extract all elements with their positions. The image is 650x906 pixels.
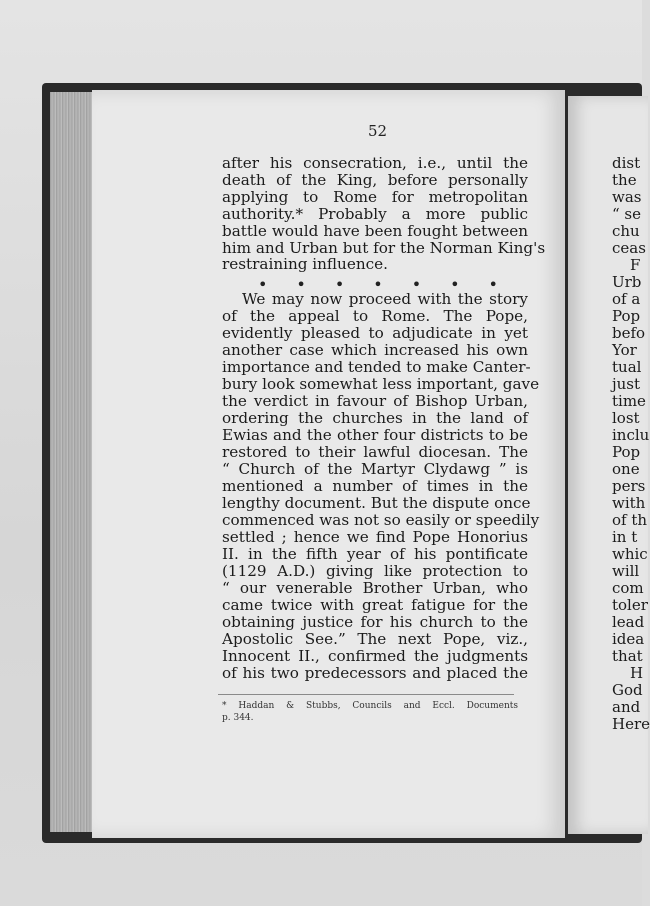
text-line: “ Church of the Martyr Clydawg ” is bbox=[222, 460, 528, 478]
text-line: obtaining justice for his church to the bbox=[222, 613, 528, 631]
right-text-fragment: will bbox=[612, 562, 640, 580]
text-line: bury look somewhat less important, gave bbox=[222, 375, 540, 393]
right-text-fragment: befo bbox=[612, 324, 646, 342]
text-line: Apostolic See.” The next Pope, viz., bbox=[222, 630, 528, 648]
right-text-fragment: H bbox=[630, 664, 644, 682]
right-text-fragment: idea bbox=[612, 630, 645, 648]
right-text-fragment: ceas bbox=[612, 239, 646, 257]
right-text-fragment: that bbox=[612, 647, 643, 665]
text-line: restraining influence. bbox=[222, 255, 388, 273]
separator-dot: • bbox=[411, 275, 422, 294]
text-line: applying to Rome for metropolitan bbox=[222, 188, 528, 206]
text-line: authority.* Probably a more public bbox=[222, 205, 528, 223]
separator-dot: • bbox=[450, 275, 460, 294]
page-edges bbox=[50, 92, 98, 832]
text-line: mentioned a number of times in the bbox=[222, 477, 528, 495]
text-line: settled ; hence we find Pope Honorius bbox=[222, 528, 528, 546]
text-line: of his two predecessors and placed the bbox=[222, 664, 528, 682]
separator-dot: • bbox=[488, 275, 498, 294]
right-text-fragment: F bbox=[630, 256, 641, 274]
separator-dot: • bbox=[296, 275, 306, 294]
right-text-fragment: whic bbox=[612, 545, 648, 563]
footnote-line: * Haddan & Stubbs, Councils and Eccl. Documents bbox=[222, 701, 518, 711]
right-text-fragment: lead bbox=[612, 613, 645, 631]
right-text-fragment: chu bbox=[612, 222, 640, 240]
text-line: II. in the fifth year of his pontificate bbox=[222, 545, 528, 563]
right-text-fragment: with bbox=[612, 494, 646, 512]
right-text-fragment: Urb bbox=[612, 273, 642, 291]
text-line: battle would have been fought between bbox=[222, 222, 528, 240]
text-line: Innocent II., confirmed the judgments bbox=[222, 647, 528, 665]
right-text-fragment: of a bbox=[612, 290, 641, 308]
right-text-fragment: toler bbox=[612, 596, 648, 614]
text-line: death of the King, before personally bbox=[222, 171, 528, 189]
page-number: 52 bbox=[368, 122, 388, 140]
text-line: (1129 A.D.) giving like protection to bbox=[222, 562, 528, 580]
right-text-fragment: lost bbox=[612, 409, 640, 427]
right-text-fragment: and bbox=[612, 698, 641, 716]
footnote-line: p. 344. bbox=[222, 713, 254, 723]
right-text-fragment: tual bbox=[612, 358, 642, 376]
right-text-fragment: of th bbox=[612, 511, 648, 529]
right-text-fragment: com bbox=[612, 579, 644, 597]
right-text-fragment: inclu bbox=[612, 426, 650, 444]
text-line: him and Urban but for the Norman King's bbox=[222, 239, 546, 257]
text-line: another case which increased his own bbox=[222, 341, 528, 359]
right-text-fragment: Yor bbox=[612, 341, 637, 359]
separator-dot: • bbox=[258, 275, 268, 294]
text-line: lengthy document. But the dispute once bbox=[222, 494, 531, 512]
footnote-rule bbox=[218, 694, 514, 695]
text-line: Ewias and the other four districts to be bbox=[222, 426, 528, 444]
right-text-fragment: pers bbox=[612, 477, 646, 495]
right-text-fragment: the bbox=[612, 171, 637, 189]
text-line: of the appeal to Rome. The Pope, bbox=[222, 307, 528, 325]
text-line: the verdict in favour of Bishop Urban, bbox=[222, 392, 528, 410]
right-text-fragment: “ se bbox=[612, 205, 642, 223]
right-text-fragment: was bbox=[612, 188, 642, 206]
right-text-fragment: time bbox=[612, 392, 646, 410]
text-line: restored to their lawful diocesan. The bbox=[222, 443, 528, 461]
text-line: commenced was not so easily or speedily bbox=[222, 511, 540, 529]
separator-dot: • bbox=[373, 275, 383, 294]
separator-dot: • bbox=[334, 275, 345, 294]
text-line: evidently pleased to adjudicate in yet bbox=[222, 324, 528, 342]
right-text-fragment: God bbox=[612, 681, 643, 699]
right-text-fragment: Pop bbox=[612, 307, 641, 325]
right-text-fragment: dist bbox=[612, 154, 641, 172]
right-text-fragment: just bbox=[612, 375, 641, 393]
right-text-fragment: one bbox=[612, 460, 640, 478]
right-text-fragment: Pop bbox=[612, 443, 641, 461]
text-line: “ our venerable Brother Urban, who bbox=[222, 579, 528, 597]
right-text-fragment: Here bbox=[612, 715, 650, 733]
right-text-fragment: in t bbox=[612, 528, 638, 546]
text-line: after his consecration, i.e., until the bbox=[222, 154, 528, 172]
text-line: ordering the churches in the land of bbox=[222, 409, 528, 427]
text-line: importance and tended to make Canter- bbox=[222, 358, 531, 376]
text-line: We may now proceed with the story bbox=[242, 290, 528, 308]
text-line: came twice with great fatigue for the bbox=[222, 596, 528, 614]
